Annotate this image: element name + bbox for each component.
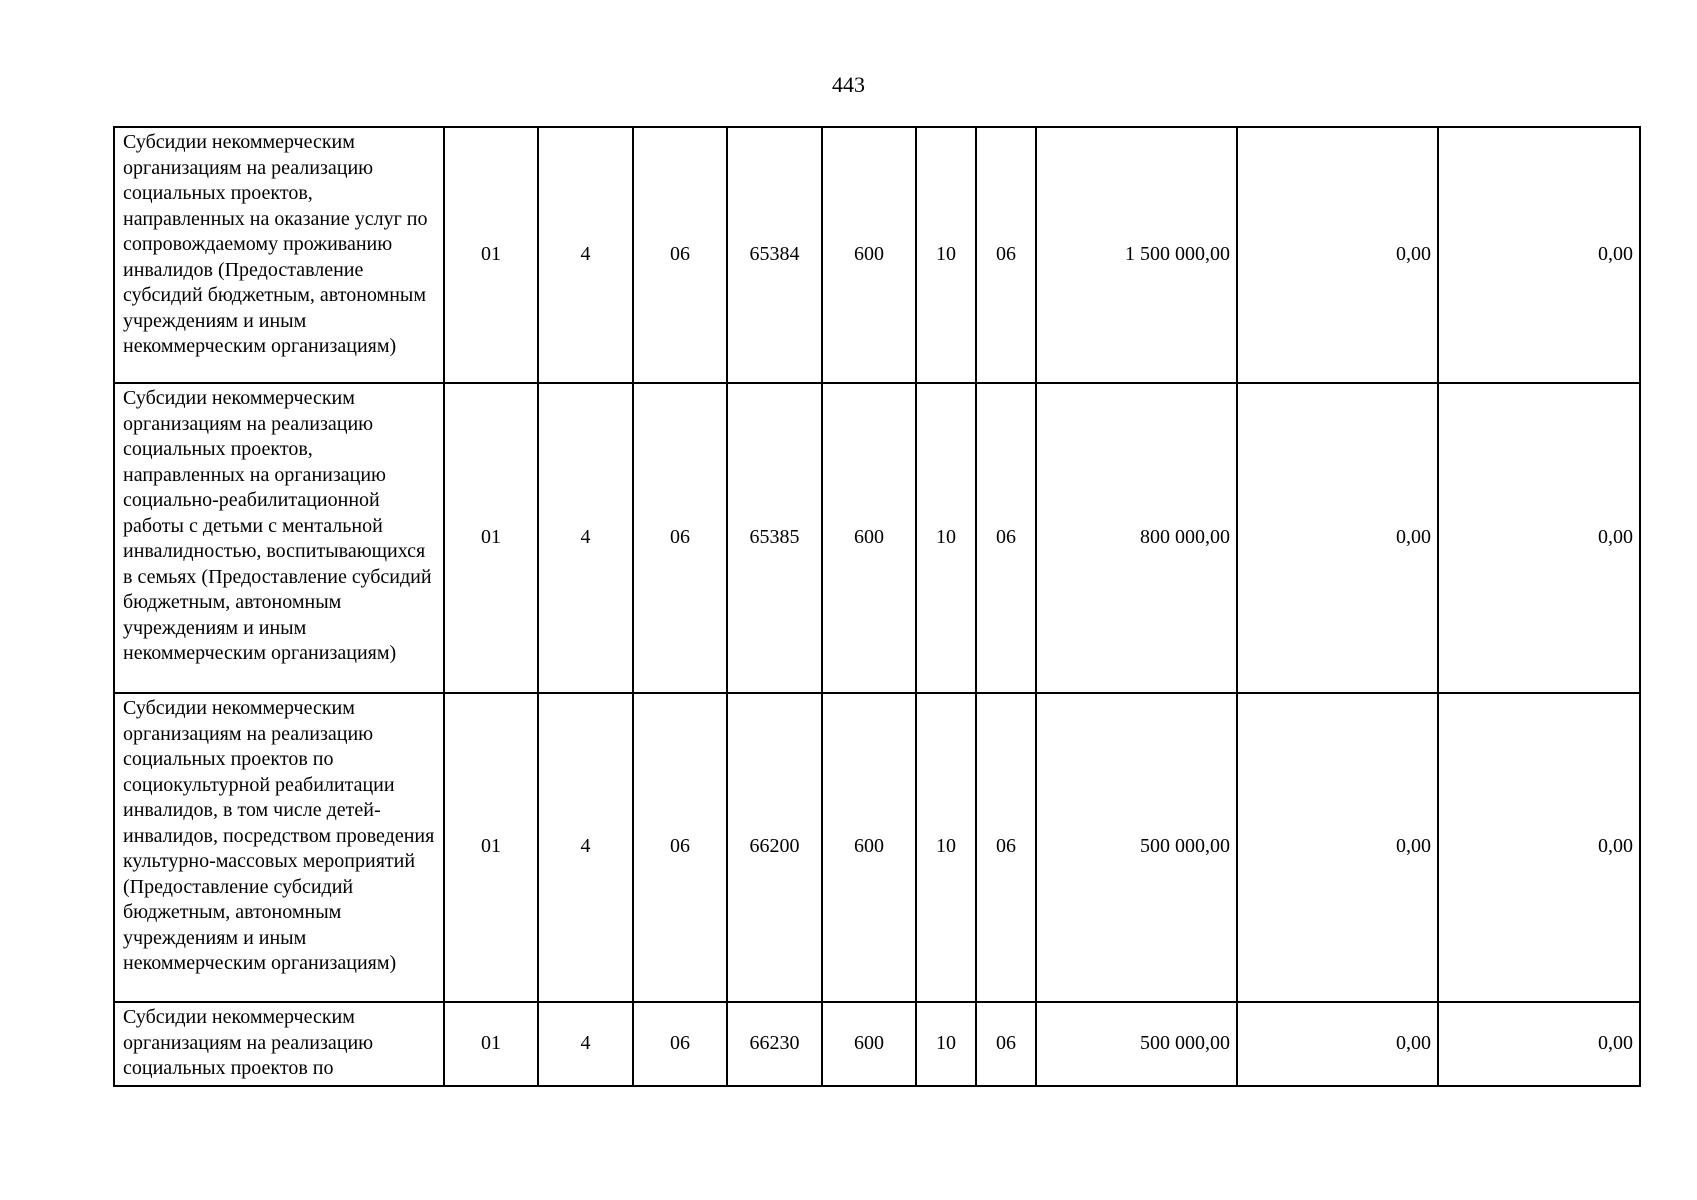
page-number: 443	[832, 72, 865, 97]
cell-sum-year-3: 0,00	[1438, 127, 1640, 383]
table-row	[114, 383, 1640, 693]
cell-program: 01	[444, 127, 538, 383]
cell-main-event: 06	[633, 693, 727, 1002]
cell-sum-year-1: 1 500 000,00	[1036, 127, 1237, 383]
cell-program: 01	[444, 693, 538, 1002]
cell-subsection: 06	[976, 1002, 1036, 1086]
cell-subsection: 06	[976, 127, 1036, 383]
cell-subsection: 06	[976, 693, 1036, 1002]
cell-sum-year-1: 500 000,00	[1036, 693, 1237, 1002]
row-description: Субсидии некоммерческим организациям на реализацию социальных проектов, направленных на оказание услуг по сопровождаемому проживанию инвалидов (Предоставление субсидий бюджетным, автономным учреждениям и иным некоммерческим организациям)	[114, 127, 444, 383]
cell-expense-type: 600	[822, 383, 916, 693]
budget-table	[113, 126, 1641, 1087]
cell-expense-type: 600	[822, 127, 916, 383]
cell-expense-type: 600	[822, 693, 916, 1002]
cell-sum-year-2: 0,00	[1237, 127, 1438, 383]
cell-subprogram-type: 4	[538, 693, 633, 1002]
cell-sum-year-2: 0,00	[1237, 1002, 1438, 1086]
cell-subprogram-type: 4	[538, 383, 633, 693]
cell-direction: 66200	[727, 693, 822, 1002]
cell-main-event: 06	[633, 383, 727, 693]
cell-program: 01	[444, 383, 538, 693]
cell-sum-year-1: 500 000,00	[1036, 1002, 1237, 1086]
cell-sum-year-1: 800 000,00	[1036, 383, 1237, 693]
row-description: Субсидии некоммерческим организациям на реализацию социальных проектов, направленных на организацию социально-реабилитационной работы с детьми с ментальной инвалидностью, воспитывающихся в семьях (Предоставление субсидий бюджетным, автономным учреждениям и иным некоммерческим организациям)	[114, 383, 444, 693]
cell-subsection: 06	[976, 383, 1036, 693]
cell-sum-year-3: 0,00	[1438, 383, 1640, 693]
cell-direction: 66230	[727, 1002, 822, 1086]
row-description: Субсидии некоммерческим организациям на реализацию социальных проектов по	[114, 1002, 444, 1086]
cell-main-event: 06	[633, 1002, 727, 1086]
cell-main-event: 06	[633, 127, 727, 383]
cell-program: 01	[444, 1002, 538, 1086]
cell-sum-year-3: 0,00	[1438, 1002, 1640, 1086]
row-description: Субсидии некоммерческим организациям на реализацию социальных проектов по социокультурной реабилитации инвалидов, в том числе детей-инвалидов, посредством проведения культурно-массовых мероприятий (Предоставление субсидий бюджетным, автономным учреждениям и иным некоммерческим организациям)	[114, 693, 444, 1002]
cell-subprogram-type: 4	[538, 1002, 633, 1086]
cell-section: 10	[916, 383, 976, 693]
cell-expense-type: 600	[822, 1002, 916, 1086]
cell-subprogram-type: 4	[538, 127, 633, 383]
cell-direction: 65384	[727, 127, 822, 383]
cell-section: 10	[916, 1002, 976, 1086]
cell-sum-year-2: 0,00	[1237, 693, 1438, 1002]
cell-section: 10	[916, 127, 976, 383]
cell-sum-year-3: 0,00	[1438, 693, 1640, 1002]
cell-section: 10	[916, 693, 976, 1002]
table-row	[114, 1002, 1640, 1086]
table-row	[114, 127, 1640, 383]
cell-direction: 65385	[727, 383, 822, 693]
cell-sum-year-2: 0,00	[1237, 383, 1438, 693]
table-row	[114, 693, 1640, 1002]
